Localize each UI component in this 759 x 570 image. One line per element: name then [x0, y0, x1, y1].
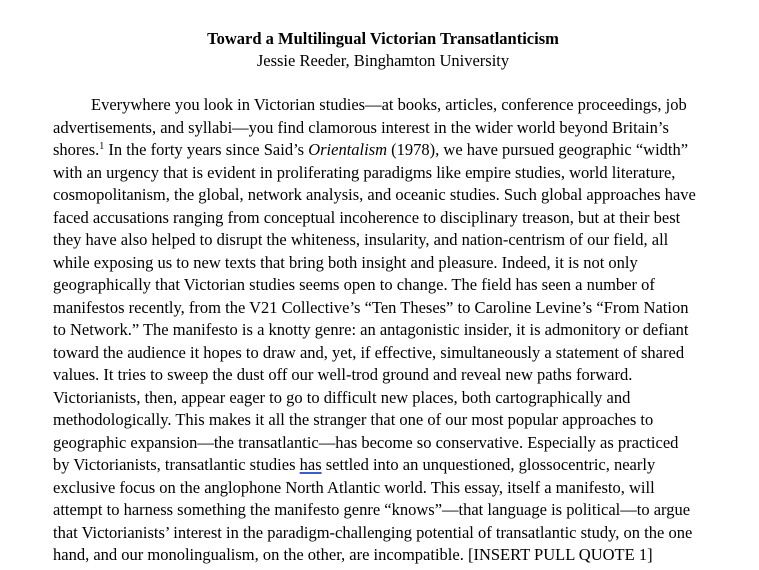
text-segment: In the forty years since Said’s: [104, 140, 309, 159]
text-line: [53, 297, 753, 320]
text-segment: advertisements, and syllabi—you find clamorous interest in the wider world beyond Britain’s: [53, 117, 669, 137]
text-line: [53, 94, 753, 117]
body-paragraph: [53, 94, 753, 567]
text-segment: settled into an unquestioned, glossocentric, nearly: [321, 455, 656, 474]
text-segment: (1978), we have pursued geographic “width”: [387, 140, 689, 159]
text-line: [53, 117, 753, 140]
text-line: [53, 207, 753, 230]
text-segment: manifestos recently, from the V21 Collective’s “Ten Theses” to Caroline Levine’s “From Nation: [53, 297, 689, 317]
text-line: [53, 477, 753, 500]
text-segment: attempt to harness something the manifesto genre “knows”—that language is political—to argue: [53, 500, 691, 519]
text-line: [53, 387, 753, 410]
text-segment: they have also helped to disrupt the whiteness, insularity, and nation-centrism of our field, all: [53, 230, 669, 249]
text-segment: Victorianists, then, appear eager to go to difficult new places, both cartographically and: [53, 387, 631, 407]
text-segment: with an urgency that is evident in proliferating paradigms like empire studies, world literature,: [53, 162, 676, 182]
text-line: [53, 454, 753, 477]
text-segment: that Victorianists’ interest in the paradigm-challenging potential of transatlantic study, on the one: [53, 522, 693, 542]
text-line: [53, 499, 753, 522]
text-segment: hand, and our monolingualism, on the other, are incompatible. [INSERT PULL QUOTE 1]: [53, 545, 653, 564]
text-line: [53, 544, 753, 567]
text-segment: values. It tries to sweep the dust off our well-trod ground and reveal new paths forward.: [53, 365, 633, 384]
text-line: [53, 319, 753, 342]
footnote-marker[interactable]: 1: [99, 141, 105, 152]
text-line: [53, 432, 753, 455]
text-line: [53, 342, 753, 365]
text-segment: shores.: [53, 140, 100, 159]
text-segment: methodologically. This makes it all the stranger that one of our most popular approaches to: [53, 410, 654, 429]
text-segment: Everywhere you look in Victorian studies—at books, articles, conference proceedings, job: [91, 95, 687, 114]
underlined-word: has: [299, 455, 322, 474]
text-line: [53, 274, 753, 297]
text-line: [53, 229, 753, 252]
text-segment: by Victorianists, transatlantic studies: [53, 455, 300, 474]
text-line: [53, 162, 753, 185]
text-segment: to Network.” The manifesto is a knotty genre: an antagonistic insider, it is admonitory or defiant: [53, 320, 689, 339]
text-segment: while exposing us to new texts that bring both insight and pleasure. Indeed, it is not only: [53, 252, 638, 272]
text-line: [53, 139, 753, 162]
text-segment: cosmopolitanism, the global, network analysis, and oceanic studies. Such global approaches have: [53, 185, 696, 204]
text-line: [53, 252, 753, 275]
text-segment: exclusive focus on the anglophone North Atlantic world. This essay, itself a manifesto, will: [53, 477, 655, 497]
document-title: Toward a Multilingual Victorian Transatlanticism: [207, 29, 559, 48]
text-line: [53, 409, 753, 432]
text-segment: toward the audience it hopes to draw and, yet, if effective, simultaneously a statement of shared: [53, 342, 685, 362]
text-segment: geographically that Victorian studies seems open to change. The field has seen a number of: [53, 275, 655, 294]
italic-title: Orientalism: [308, 140, 388, 159]
text-segment: geographic expansion—the transatlantic—has become so conservative. Especially as practiced: [53, 432, 679, 452]
text-line: [53, 364, 753, 387]
document-author: Jessie Reeder, Binghamton University: [256, 51, 510, 70]
text-line: [53, 522, 753, 545]
text-line: [53, 184, 753, 207]
text-segment: faced accusations ranging from conceptual incoherence to disciplinary treason, but at their best: [53, 207, 681, 227]
